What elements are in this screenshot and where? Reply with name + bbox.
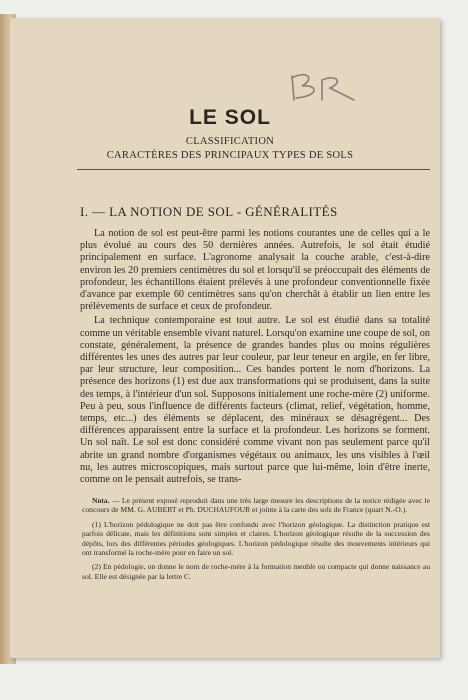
document-subtitle: CLASSIFICATION bbox=[185, 136, 275, 147]
note bbox=[82, 496, 430, 515]
note-text: — Le présent exposé reproduit dans une très large mesure les descriptions de la notice rédigée avec le concours de MM. G. AUBERT et Ph. DUCHAUFOUR et jointe à la carte des sols de France (quart N.-O.). bbox=[82, 496, 430, 515]
document-title: LE SOL bbox=[189, 106, 271, 129]
paragraph: La notion de sol est peut-être parmi les notions courantes une de celles qui a le plus évolué au cours des 50 dernières années. Autrefois, le sol était étudié principalement en surface. L'agronome analysait la couche arable, c'est-à-dire environ les 20 premiers centimètres du sol et lorsqu'il se préoccupait des éléments de profondeur, les échantillons étaient prélevés à une profondeur conventionnelle fixée d'avance par exemple 60 centimètres sans qu'on cherchât à établir un lien entre les prélèvements de surface et ceux de profondeur. bbox=[80, 228, 430, 313]
footnotes bbox=[82, 496, 430, 581]
document-page bbox=[10, 18, 440, 658]
handwritten-annotation bbox=[288, 66, 358, 106]
note-label: Nota. bbox=[92, 496, 110, 505]
body-text bbox=[80, 228, 430, 486]
footnote: (1) L'horizon pédologique ne doit pas être confondu avec l'horizon géologique. La distinction pratique est parfois délicate, mais les définitions sont simples et claires. L'horizon géologique résulte de la succession des dépôts, lors des différentes périodes géologiques. L'horizon pédologique résulte des mouvements intérieurs qui ont transformé la roche-mère pour en faire un sol. bbox=[82, 519, 430, 558]
section-heading: I. — LA NOTION DE SOL - GÉNÉRALITÉS bbox=[80, 204, 338, 219]
divider bbox=[77, 169, 430, 170]
document-subtitle-secondary: CARACTÈRES DES PRINCIPAUX TYPES DE SOLS bbox=[106, 150, 354, 161]
footnote: (2) En pédologie, on donne le nom de roche-mère à la formation meuble ou compacte qui donne naissance au sol. Elle est désignée par la lettre C. bbox=[82, 562, 430, 581]
paragraph: La technique contemporaine est tout autre. Le sol est étudié dans sa totalité comme un véritable ensemble vivant naturel. Lorsqu'on examine une coupe de sol, on constate, généralement, la présence de grandes bandes plus ou moins régulières différentes les unes des autres par leur couleur, par leur teneur en argile, en fer libre, par leur structure, leur composition... Ces bandes portent le nom d'horizons. La présence des horizons (1) est due aux transformations qui se produisent, dans la suite des temps, à l'intérieur d'un sol. Supposons initialement une roche-mère (2) uniforme. Peu à peu, sous l'influence de différents facteurs (climat, relief, végétation, homme, temps, etc...) des éléments se déplacent, des minéraux se désagrègent... Des différences apparaissent entre la surface et la profondeur. Les horizons se forment. Un sol naît. Le sol est donc considéré comme vivant non pas seulement parce qu'il abrite un grand nombre d'organismes végétaux ou animaux, les uns visibles à l'œil nu, les autres microscopiques, mais surtout parce que lui-même, loin d'être inerte, comme on le pensait autrefois, se trans- bbox=[80, 315, 430, 486]
